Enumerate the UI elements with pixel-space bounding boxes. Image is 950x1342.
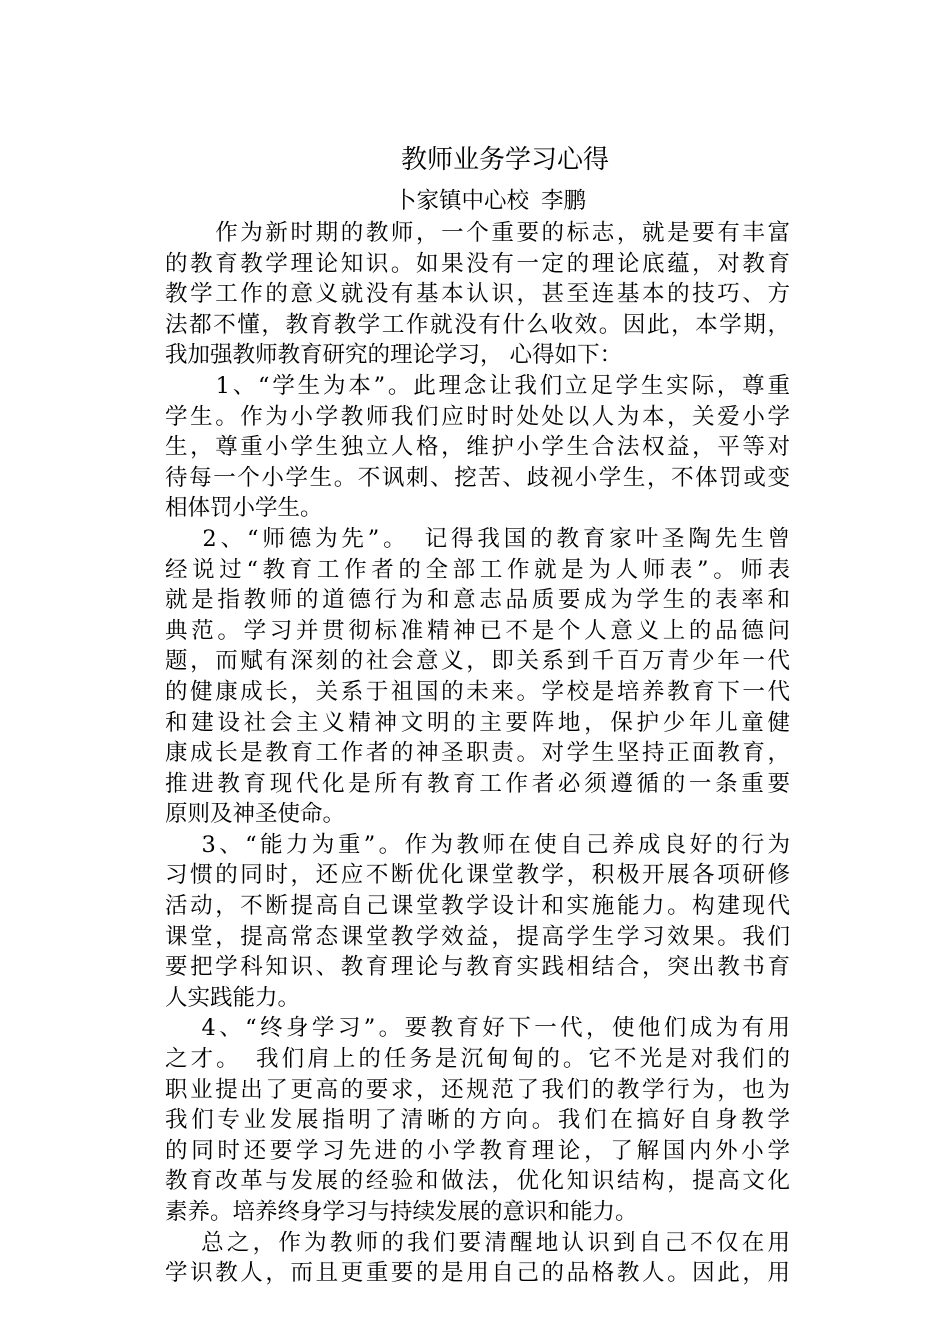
body-line: 生，尊重小学生独立人格，维护小学生合法权益，平等对 [165,434,790,461]
document-body [165,218,790,1289]
body-line: 的同时还要学习先进的小学教育理论，了解国内外小学 [165,1137,790,1164]
school-name: 卜家镇中心校 [393,188,529,214]
body-line: 典范。学习并贯彻标准精神已不是个人意义上的品德问 [165,617,790,644]
body-line: 2、“师德为先”。 记得我国的教育家叶圣陶先生曾 [165,525,790,552]
body-line: 人实践能力。 [165,984,301,1011]
body-line: 素养。培养终身学习与持续发展的意识和能力。 [165,1199,638,1225]
body-line: 学识教人，而且更重要的是用自己的品格教人。因此，用 [165,1260,790,1287]
body-line: 原则及神圣使命。 [165,801,346,828]
body-line: 课堂，提高常态课堂教学效益，提高学生学习效果。我们 [165,923,790,950]
body-line: 4、“终身学习”。要教育好下一代，使他们成为有用 [165,1015,790,1042]
body-line: 3、“能力为重”。作为教师在使自己养成良好的行为 [165,831,790,858]
body-line: 我加强教师教育研究的理论学习， 心得如下： [165,342,623,369]
body-line: 推进教育现代化是所有教育工作者必须遵循的一条重要 [165,770,790,797]
body-line: 我们专业发展指明了清晰的方向。我们在搞好自身教学 [165,1107,790,1134]
body-line: 待每一个小学生。不讽刺、挖苦、歧视小学生，不体罚或变 [165,464,790,491]
body-line: 之才。 我们肩上的任务是沉甸甸的。它不光是对我们的 [165,1046,790,1073]
body-line: 要把学科知识、教育理论与教育实践相结合，突出教书育 [165,954,790,981]
body-line: 教育改革与发展的经验和做法，优化知识结构，提高文化 [165,1168,790,1195]
body-line: 经说过“教育工作者的全部工作就是为人师表”。师表 [165,556,790,583]
body-line: 和建设社会主义精神文明的主要阵地，保护少年儿童健 [165,709,790,736]
body-line: 总之，作为教师的我们要清醒地认识到自己不仅在用 [165,1229,790,1256]
author-line [0,184,950,218]
body-line: 就是指教师的道德行为和意志品质要成为学生的表率和 [165,587,790,614]
body-line: 职业提出了更高的要求，还规范了我们的教学行为，也为 [165,1076,790,1103]
body-line: 康成长是教育工作者的神圣职责。对学生坚持正面教育， [165,740,790,767]
body-line: 相体罚小学生。 [165,495,323,522]
body-line: 1、“学生为本”。此理念让我们立足学生实际，尊重 [165,372,790,399]
body-line: 的教育教学理论知识。如果没有一定的理论底蕴，对教育 [165,250,790,277]
body-line: 作为新时期的教师，一个重要的标志，就是要有丰富 [165,220,790,246]
body-line: 活动，不断提高自己课堂教学设计和实施能力。构建现代 [165,893,790,920]
document-title: 教师业务学习心得 [400,145,609,175]
body-line: 教学工作的意义就没有基本认识，甚至连基本的技巧、方 [165,281,790,308]
body-line: 题，而赋有深刻的社会意义，即关系到千百万青少年一代 [165,648,790,675]
body-line: 学生。作为小学教师我们应时时处处以人为本，关爱小学 [165,403,790,430]
body-line: 习惯的同时，还应不断优化课堂教学，积极开展各项研修 [165,862,790,889]
body-line: 的健康成长，关系于祖国的未来。学校是培养教育下一代 [165,678,790,705]
body-line: 法都不懂，教育教学工作就没有什么收效。因此，本学期， [165,311,790,338]
author-name: 李鹏 [541,188,587,214]
